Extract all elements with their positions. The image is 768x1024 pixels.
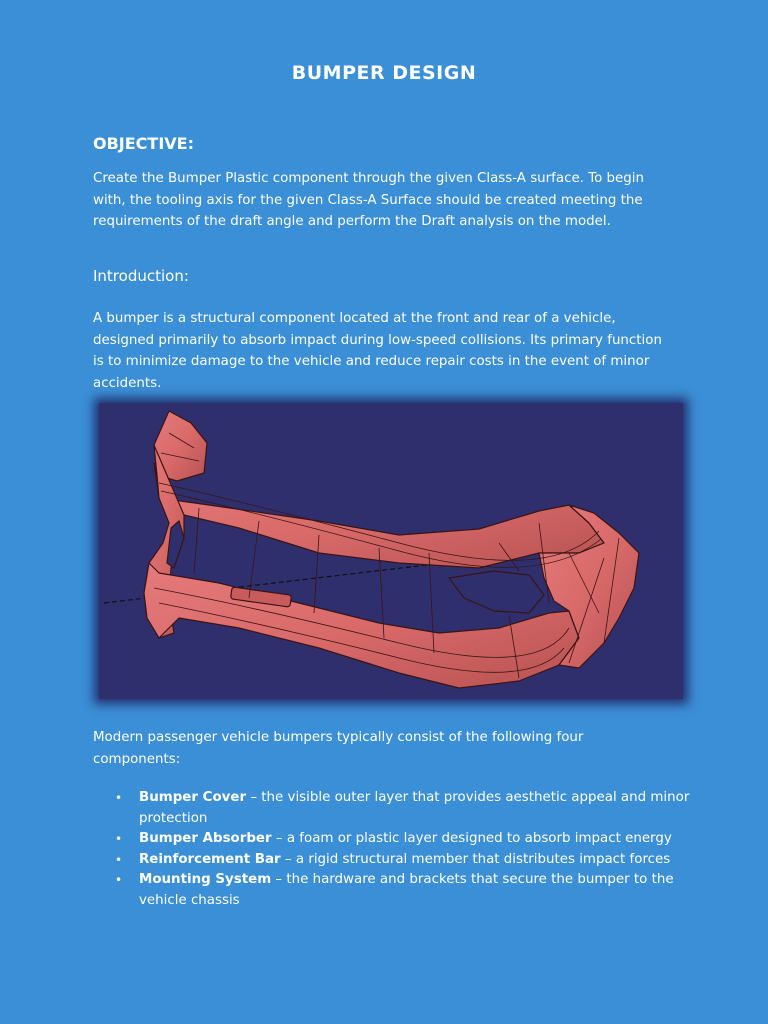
list-item (113, 788, 693, 829)
list-item (113, 850, 693, 871)
component-desc: – a rigid structural member that distributes impact forces (280, 851, 671, 867)
objective-heading: OBJECTIVE: (93, 134, 194, 153)
list-item (113, 870, 693, 911)
components-intro-text: Modern passenger vehicle bumpers typically consist of the following four components: (93, 730, 584, 767)
component-name: Bumper Absorber (139, 831, 272, 846)
bumper-model-figure (99, 403, 683, 699)
component-name: Reinforcement Bar (139, 851, 281, 867)
page-title: BUMPER DESIGN (291, 62, 477, 84)
introduction-heading: Introduction: (93, 267, 189, 285)
component-desc: – the visible outer layer that provides aesthetic appeal and minor protection (139, 790, 690, 826)
component-desc: – a foam or plastic layer designed to absorb impact energy (271, 831, 672, 846)
fog-lamp-opening (449, 571, 544, 613)
introduction-text: A bumper is a structural component located at the front and rear of a vehicle, designed primarily to absorb impact during low-speed collisions. Its primary function is to minimize damage to the vehicle and reduce repair costs in the event of minor accidents. (93, 311, 662, 391)
component-name: Mounting System (139, 872, 272, 887)
bumper-shell (144, 411, 639, 688)
component-desc: – the hardware and brackets that secure the bumper to the vehicle chassis (139, 872, 674, 908)
component-name: Bumper Cover (139, 790, 247, 805)
objective-text: Create the Bumper Plastic component through the given Class-A surface. To begin with, the tooling axis for the given Class-A Surface should be created meeting the requirements of the draft angle and perform the Draft analysis on the model. (93, 171, 644, 229)
bumper-cad-render (99, 403, 683, 699)
list-item (113, 829, 693, 850)
components-list (113, 788, 693, 911)
